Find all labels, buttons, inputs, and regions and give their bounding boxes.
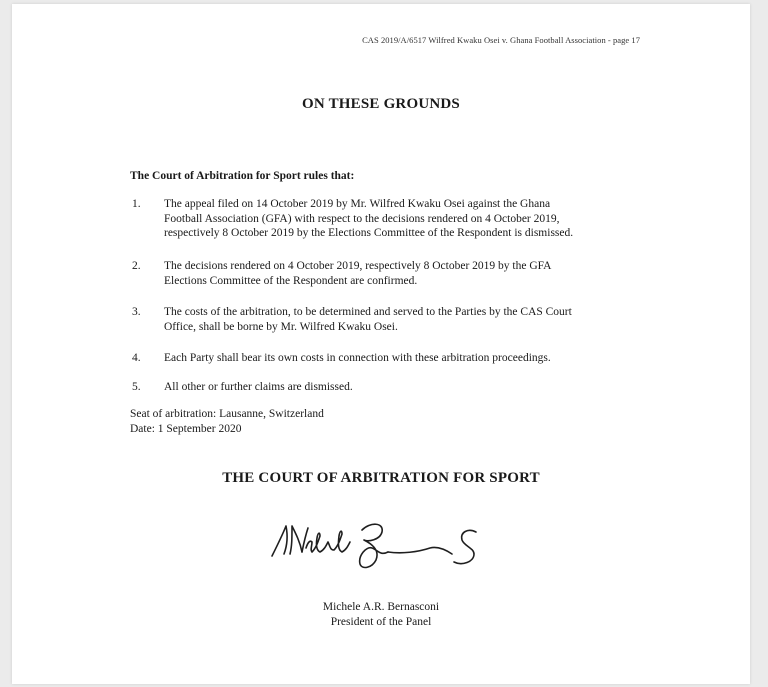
item-line: Each Party shall bear its own costs in connection with these arbitration proceedings. [164,352,551,364]
date-line: Date: 1 September 2020 [130,422,242,435]
item-line: Elections Committee of the Respondent are confirmed. [164,274,418,287]
ruling-item-1 [130,197,650,259]
signer-name: Michele A.R. Bernasconi [322,601,440,613]
item-line: The decisions rendered on 4 October 2019, respectively 8 October 2019 by the GFA [164,260,552,272]
item-number: 1. [132,198,141,210]
item-line: All other or further claims are dismissed. [164,381,353,393]
signer-block [12,600,750,629]
ruling-item-3 [130,305,650,351]
item-line: respectively 8 October 2019 by the Elections Committee of the Respondent is dismissed. [164,227,574,239]
item-line: Football Association (GFA) with respect to the decisions rendered on 4 October 2019, [164,212,560,225]
item-line: Office, shall be borne by Mr. Wilfred Kwaku Osei. [164,320,398,333]
seat-and-date [130,407,324,436]
section-title: ON THESE GROUNDS [302,96,460,112]
item-line: The costs of the arbitration, to be determined and served to the Parties by the CAS Court [164,306,572,318]
seat-line: Seat of arbitration: Lausanne, Switzerland [130,408,324,420]
ruling-item-5 [130,380,650,408]
ruling-item-2 [130,259,650,305]
ruling-item-4 [130,351,650,380]
item-number: 3. [132,306,141,318]
document-page [12,4,750,684]
handwritten-signature [262,512,502,582]
item-number: 4. [132,352,141,364]
item-number: 2. [132,260,141,272]
item-number: 5. [132,381,141,393]
rules-heading: The Court of Arbitration for Sport rules that: [130,170,355,182]
ruling-list [130,197,650,408]
running-header: CAS 2019/A/6517 Wilfred Kwaku Osei v. Ghana Football Association - page 17 [362,35,640,45]
item-line: The appeal filed on 14 October 2019 by Mr. Wilfred Kwaku Osei against the Ghana [164,198,551,210]
court-name: THE COURT OF ARBITRATION FOR SPORT [222,470,540,486]
signer-role: President of the Panel [330,615,432,628]
